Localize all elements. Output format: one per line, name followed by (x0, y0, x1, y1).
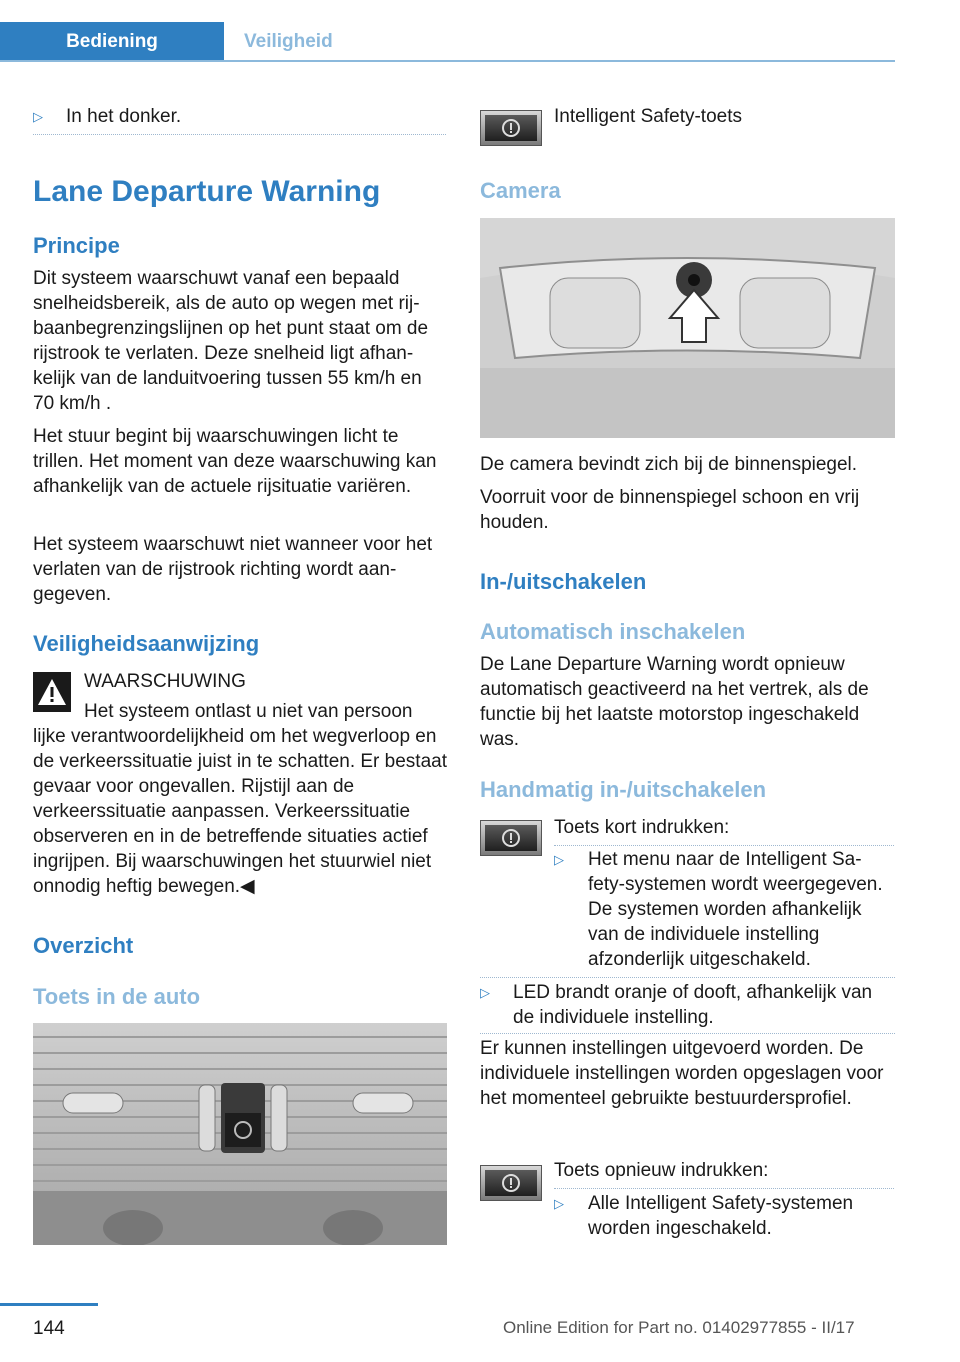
divider (480, 977, 895, 978)
dashboard-photo (33, 1023, 447, 1245)
bullet-dark: In het donker. (66, 106, 182, 127)
key-caption: Intelligent Safety-toets (554, 106, 742, 127)
bullet-led: LED brandt oranje of dooft, afhankelijk van de individuele instelling. (513, 982, 873, 1028)
tab-bediening[interactable]: Bediening (0, 22, 224, 62)
divider (554, 1188, 894, 1189)
auto-heading: Automatisch inschakelen (480, 619, 746, 644)
camera-photo (480, 218, 895, 438)
warning-label: WAARSCHUWING (84, 671, 246, 692)
bullet-triangle-icon: ▷ (33, 109, 43, 124)
toets-heading: Toets in de auto (33, 984, 201, 1009)
warning-body: lijke verantwoordelijkheid om het wegverloop en de verkeerssituatie juist in te schatten. Er bestaat gevaar voor ongevallen. Rijstijl aan de verkeerssituatie aanpassen. Verkeerssituatie observeren en in de betreffende situaties actief ingrijpen. Bij waarschuwingen het stuurwiel niet onnodig heftig bewegen.◀ (33, 726, 447, 897)
press-again: Toets opnieuw indrukken: (554, 1160, 769, 1181)
principe-paragraph-3: Het systeem waarschuwt niet wanneer voor het verlaten van de rijstrook richting wordt aangegeven. (33, 534, 433, 605)
safety-key-icon (480, 110, 542, 146)
tab-veiligheid[interactable]: Veiligheid (244, 31, 333, 52)
camera-paragraph-1: De camera bevindt zich bij de binnenspiegel. (480, 454, 858, 475)
settings-paragraph: Er kunnen instellingen uitgevoerd worden. De individuele instellingen worden opgeslagen voor het momenteel gebruikte bestuurdersprofiel. (480, 1038, 884, 1109)
manual-heading: Handmatig in-/uitschakelen (480, 777, 767, 802)
camera-paragraph-2: Voorruit voor de binnenspiegel schoon en vrij houden. (480, 487, 860, 533)
overview-heading: Overzicht (33, 933, 134, 958)
principe-paragraph-1: Dit systeem waarschuwt vanaf een bepaald snelheidsbereik, als de auto op wegen met rijbaanbegrenzingslijnen op het punt staat om de rijstrook te verlaten. Deze snelheid ligt afhankelijk van de landuitvoering tussen 55 km/h en 70 km/h . (33, 268, 429, 414)
divider (480, 1033, 895, 1034)
bullet-triangle-icon: ▷ (480, 985, 490, 1000)
warning-lead: Het systeem ontlast u niet van persoon (84, 701, 413, 722)
edition-text: Online Edition for Part no. 01402977855 - II/17 (503, 1318, 855, 1337)
auto-paragraph: De Lane Departure Warning wordt opnieuw automatisch geactiveerd na het vertrek, als de functie bij het laatste motorstop ingeschakeld was. (480, 654, 869, 750)
press-short: Toets kort indrukken: (554, 817, 730, 838)
bullet-triangle-icon: ▷ (554, 852, 564, 867)
page-number: 144 (33, 1318, 65, 1339)
footer-rule (0, 1303, 98, 1306)
principe-heading: Principe (33, 233, 120, 258)
warning-icon (33, 672, 71, 712)
bullet-all: Alle Intelligent Safety-systemen worden ingeschakeld. (588, 1193, 854, 1239)
camera-heading: Camera (480, 178, 561, 203)
inuit-heading: In-/uitschakelen (480, 569, 647, 594)
safety-heading: Veiligheidsaanwijzing (33, 631, 260, 656)
principe-paragraph-2: Het stuur begint bij waarschuwingen licht te trillen. Het moment van deze waarschuwing kan afhankelijk van de actuele rijsituatie variëren. (33, 426, 437, 497)
header-rule (0, 60, 895, 62)
bullet-menu: Het menu naar de Intelligent Safety-systemen wordt weergegeven. De systemen worden afhankelijk van de individuele instelling afzonderlijk uitgeschakeld. (588, 849, 883, 970)
safety-key-icon (480, 1165, 542, 1201)
header-tabs (0, 0, 895, 62)
divider (33, 134, 446, 135)
safety-key-icon (480, 820, 542, 856)
page-title: Lane Departure Warning (33, 175, 381, 208)
bullet-triangle-icon: ▷ (554, 1196, 564, 1211)
divider (554, 845, 894, 846)
